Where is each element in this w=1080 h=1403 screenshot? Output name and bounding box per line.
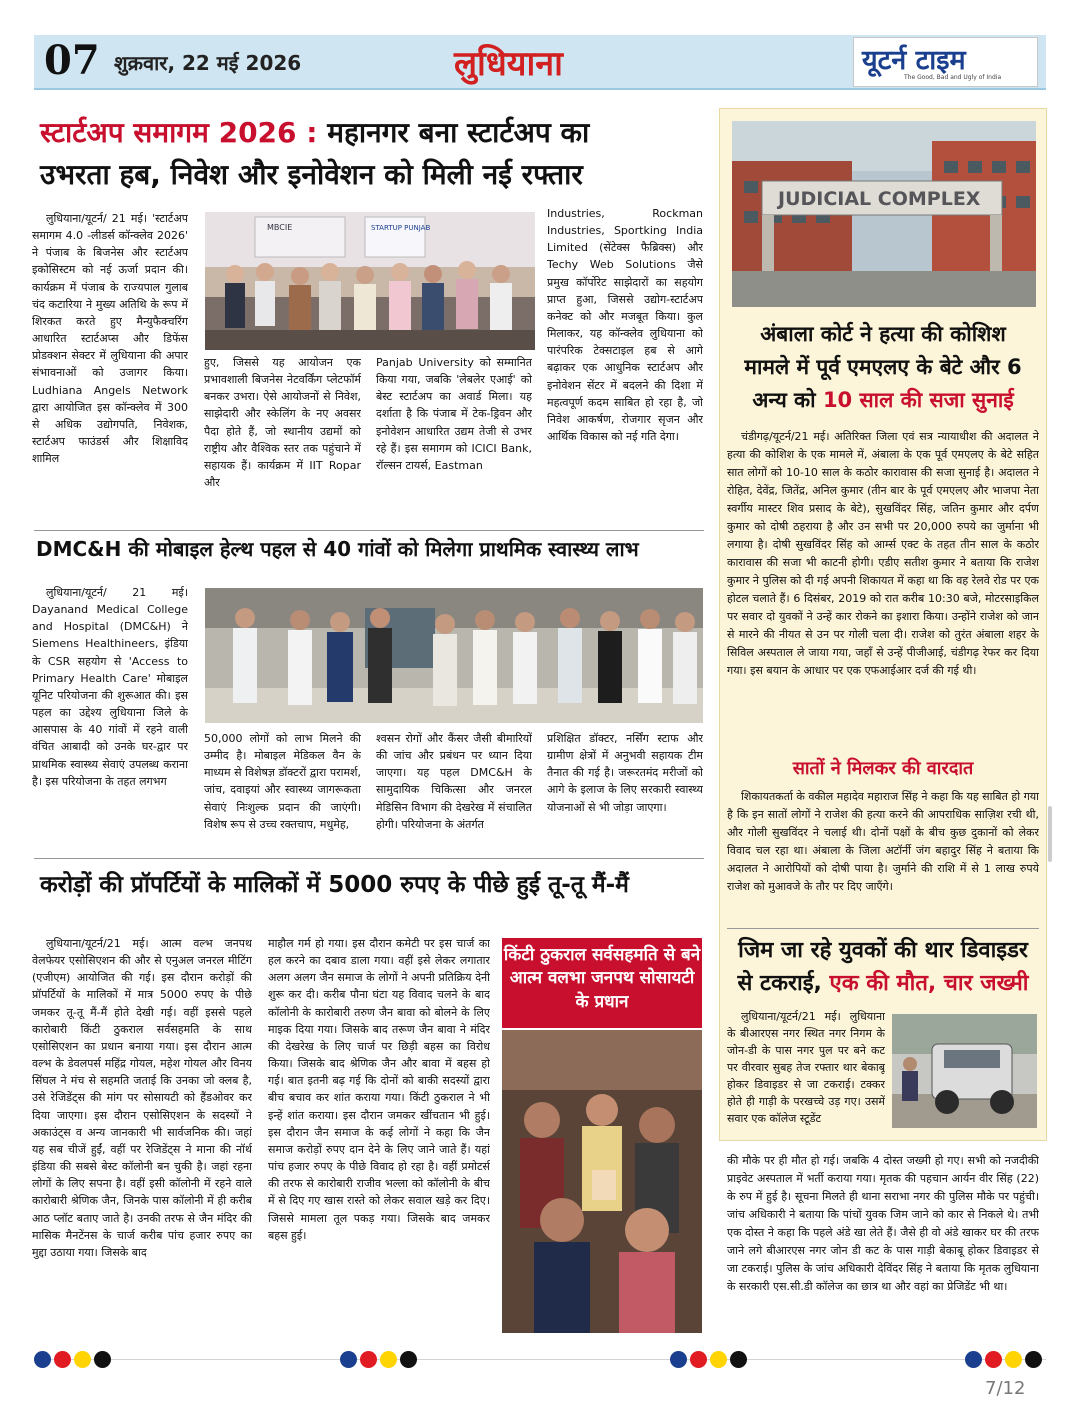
black-dot bbox=[730, 1351, 747, 1368]
story3-col2 bbox=[268, 935, 490, 1333]
sidebar-story1-body2 bbox=[727, 788, 1039, 926]
black-dot bbox=[400, 1351, 417, 1368]
story3-col1-text: लुधियाना/यूटर्न/21 मई। आत्म वल्भ जनपथ वेलफेयर एसोसिएशन की और से एनुअल जनरल मीटिंग (एजीएम) आयोजित की गई। इस दौरान करोड़ों की प्रॉपर्टियों के मालिकों में मात्र 5000 रुपए के पीछे जमकर तू-तू मैं-मैं होते देखी गई। वहीं इससे पहले कारोबारी किंटी ठुकराल सर्वसहमति के साथ एसोसिएशन का प्रधान बनाया गया। इस दौरान आत्म वल्भ के डेवलपर्स महिंद्र गोयल, महेश गोयल और विनय सिंघल ने मंच से सहमति जताई कि उनका जो क्लब है, उसे रेजिडेंट्स की मांग पर सोसायटी को हैंडओवर कर दिया जाएगा। इस दौरान एसोसिएशन के सदस्यों ने अकाउंट्स व अन्य जानकारी भी सार्वजनिक की। जहां यह सब चीजें हुईं, वहीं पर रेजिडेंट्स ने माना की नॉर्थ इंडिया की सबसे बेस्ट कॉलोनी बन चुकी है। जहां रहना लोगों के लिए सपना है। वहीं इसी कॉलोनी में रहने वाले कारोबारी श्रेणिक जैन, जिनके पास कॉलोनी में ही करीब आठ प्लॉट बताए जाते है। उनकी तरफ से जैन मंदिर की मासिक मैनटेंनस के चार्ज करीब पांच हजार रुपए का मुद्दा उठाया गया। जिसके बाद bbox=[32, 937, 252, 1259]
story2-col2-text: 50,000 लोगों को लाभ मिलने की उम्मीद है। मोबाइल मेडिकल वैन के माध्यम से विशेषज्ञ डॉक्टरों द्वारा परामर्श, जांच, दवाइयां और स्वास्थ्य जागरूकता सेवाएं निःशुल्क प्रदान की जाएंगी। विशेष रूप से उच्च रक्तचाप, मधुमेह, bbox=[204, 732, 361, 831]
yellow-dot bbox=[380, 1351, 397, 1368]
story3-callout: किंटी ठुकराल सर्वसहमति से बने आत्म वलभा जनपथ सोसायटी के प्रधान bbox=[502, 938, 702, 1028]
story2-col1 bbox=[32, 584, 188, 842]
page-number: 07 bbox=[44, 37, 100, 84]
story1-headline-line2: उभरता हब, निवेश और इनोवेशन को मिली नई रफ्तार bbox=[40, 158, 583, 191]
sidebar-story2-body-top bbox=[727, 1008, 885, 1152]
story2-col3 bbox=[376, 730, 532, 842]
blue-dot bbox=[670, 1351, 687, 1368]
brand-name: यूटर्न टाइम bbox=[862, 45, 966, 76]
page-date: शुक्रवार, 22 मई 2026 bbox=[114, 51, 302, 75]
brand-tagline: The Good, Bad and Ugly of India bbox=[904, 74, 1002, 81]
sidebar-story2-body-text: की मौके पर ही मौत हो गई। जबकि 4 दोस्त जख्मी हो गए। सभी को नजदीकी प्राइवेट अस्पताल में भर्ती कराया गया। मृतक की पहचान आर्यन वीर सिंह (22) के रुप में हुई है। सूचना मिलते ही थाना सराभा नगर की पुलिस मौके पर पहुंची। जांच अधिकारी ने बताया कि पांचों युवक जिम जाने को कार से निकले थे। तभी एक दोस्त ने कहा कि पहले अंडे खा लेते हैं। जैसे ही वो अंडे खाकर घर की तरफ जाने लगे बीआरएस नगर जोन डी कट के पास गाड़ी बेकाबू होकर डिवाइडर से जा टकराई। पुलिस के जांच अधिकारी देविंदर सिंह ने बताया कि मृतक लुधियाना के सरकारी एस.सी.डी कॉलेज का छात्र था और वहां का प्रेजिडेंट भी था। bbox=[727, 1154, 1039, 1294]
story1-headline-rest: महानगर बना स्टार्टअप का bbox=[317, 116, 590, 149]
sidebar-story2-headline-line2b: एक की मौत, चार जख्मी bbox=[829, 971, 1029, 997]
sidebar-story1-headline-line3a: अन्य को bbox=[752, 388, 823, 413]
sidebar-photo bbox=[732, 121, 1036, 307]
blue-dot bbox=[340, 1351, 357, 1368]
color-dots bbox=[340, 1351, 417, 1371]
story1-col4-text: Industries, Rockman Industries, Sportking India Limited (सेंटेक्स फैब्रिक्स) और Techy Web Solutions जैसे प्रमुख कॉर्पोरेट साझेदारों का सहयोग प्राप्त हुआ, जिससे उद्योग-स्टार्टअप कनेक्ट को और मजबूत किया। कुल मिलाकर, यह कॉन्क्लेव लुधियाना को पारंपरिक टेक्सटाइल हब से आगे बढ़ाकर एक आधुनिक स्टार्टअप और इनोवेशन सेंटर में बदलने की दिशा में महत्वपूर्ण कदम साबित हो रहा है, जो निवेश आकर्षण, रोजगार सृजन और आर्थिक विकास को नई गति देगा। bbox=[547, 207, 703, 444]
yellow-dot bbox=[710, 1351, 727, 1368]
sidebar-story1-headline-line3b: 10 साल की सजा सुनाई bbox=[822, 388, 1014, 413]
story1-headline-lead: स्टार्टअप समागम 2026 : bbox=[40, 116, 318, 149]
photo1-banner-left: MBCIE bbox=[267, 223, 293, 232]
story2-col4-text: प्रशिक्षित डॉक्टर, नर्सिंग स्टाफ और ग्रामीण क्षेत्रों में अनुभवी सहायक टीम तैनात की गई है। जरूरतमंद मरीजों को आगे के इलाज के लिए सरकारी स्वास्थ्य योजनाओं से भी जोड़ा जाएगा। bbox=[547, 732, 703, 814]
story1-col2-text: हुए, जिससे यह आयोजन एक प्रभावशाली बिजनेस नेटवर्किंग प्लेटफॉर्म बनकर उभरा। ऐसे आयोजनों से निवेश, साझेदारी और स्केलिंग के नए अवसर पैदा होते हैं, जो स्थानीय उद्यमों को राष्ट्रीय और वैश्विक स्तर तक पहुंचाने में सहायक हैं। कार्यक्रम में IIT Ropar और bbox=[204, 356, 361, 490]
story2-col3-text: श्वसन रोगों और कैंसर जैसी बीमारियों की जांच और प्रबंधन पर ध्यान दिया जाएगा। यह पहल DMC&H के सामुदायिक चिकित्सा और जनरल मेडिसिन विभाग की देखरेख में संचालित होगी। परियोजना के अंतर्गत bbox=[376, 732, 532, 831]
red-dot bbox=[360, 1351, 377, 1368]
divider bbox=[34, 858, 704, 859]
sidebar-story2-headline-line1: जिम जा रहे युवकों की थार डिवाइडर bbox=[738, 938, 1028, 963]
divider bbox=[34, 530, 704, 531]
blue-dot bbox=[34, 1351, 51, 1368]
story3-photo bbox=[502, 1030, 702, 1333]
scrollbar-thumb[interactable] bbox=[1048, 806, 1052, 862]
story3-col2-text: माहौल गर्म हो गया। इस दौरान कमेटी पर इस चार्ज का हल करने का दबाव डाला गया। वहीं इसे लेकर लगातार अलग अलग जैन समाज के लोगों ने अपनी प्रतिक्रिय देनी शुरू कर दी। करीब पौना घंटा यह विवाद चलने के बाद कॉलोनी के कारोबारी तरुण जैन बावा को बोलने के लिए माइक दिया गया। जिसके बाद तरूण जैन बावा ने मंदिर की देखरेख के लिए चार्ज पर छिड़ी बहस का विरोध किया। जिसके बाद श्रेणिक जैन और बावा में बहस हो गई। बात इतनी बढ़ गई कि दोनों को बाकी सदस्यों द्वारा बीच बचाव कर शांत कराया गया। किंटी ठुकराल ने भी इन्हें शांत कराया। इस दौरान जमकर खींचतान भी हुई। इस दौरान जैन समाज के कई लोगों ने कहा कि जैन समाज करोड़ों रुपए दान देने के लिए जाने जाते हैं। यहां पांच हजार रुपए के पीछे विवाद हो रहा है। वहीं प्रमोटर्स की तरफ से कारोबारी राजीव भल्ला को कॉलोनी के बीच में से दिए गए खास रास्ते को लेकर सवाल खड़े कर दिए। जिससे मामला तूल पकड़ गया। जिसके बाद जमकर बहस हुई। bbox=[268, 937, 490, 1242]
sidebar-story1-headline-line2: मामले में पूर्व एमएलए के बेटे और 6 bbox=[744, 355, 1022, 380]
story1-col3-text: Panjab University को सम्मानित किया गया, जबकि 'लेबलेर एआई' को बेस्ट स्टार्टअप का अवार्ड मिला। यह दर्शाता है कि पंजाब में टेक-ड्रिवन और इनोवेशन आधारित उद्यम तेजी से उभर रहे हैं। इस समागम को ICICI Bank, रॉल्सन टायर्स, Eastman bbox=[376, 356, 532, 472]
divider bbox=[727, 928, 1039, 929]
sidebar-story1-subhead: सातों ने मिलकर की वारदात bbox=[792, 758, 974, 779]
story2-photo bbox=[205, 588, 703, 723]
sidebar-story1-body-text: चंडीगढ़/यूटर्न/21 मई। अतिरिक्त जिला एवं सत्र न्यायाधीश की अदालत ने हत्या की कोशिश के एक मामले में, अंबाला के एक पूर्व एमएलए के बेटे सहित सात लोगों को 10-10 साल के कठोर कारावास की सजा सुनाई है। अदालत ने रोहित, देवेंद्र, जितेंद्र, अनिल कुमार (तीन बार के पूर्व एमएलए और भाजपा नेता स्वर्गीय मास्टर शिव प्रसाद के बेटे), सुखविंदर सिंह, जतिन कुमार और दर्पण कुमार को दोषी ठहराया है और उन सभी पर 20,000 रुपये का जुर्माना भी लगाया है। दोषी सुखविंदर सिंह को आर्म्स एक्ट के तहत तीन साल के कठोर कारावास की सजा भी काटनी होगी। एडीए सतीश कुमार ने बताया कि राजेश कुमार ने पुलिस को दी गई अपनी शिकायत में कहा था कि वह रेलवे रोड पर एक होटल चलाते हैं। 6 दिसंबर, 2019 को रात करीब 10:30 बजे, मोटरसाइकिल पर सवार दो युवकों ने उन्हें कार रोकने का इशारा किया। उन्होंने राजेश को जान से मारने की नीयत से उन पर गोली चला दी। राजेश को तुरंत अंबाला शहर के सिविल अस्पताल ले जाया गया, जहाँ से उन्हें पीजीआई, चंडीगढ़ रेफर कर दिया गया। इस बयान के आधार पर एक एफआईआर दर्ज की गई थी। bbox=[727, 430, 1039, 678]
red-dot bbox=[985, 1351, 1002, 1368]
page-indicator: 7/12 bbox=[985, 1378, 1026, 1399]
footer-line bbox=[34, 1359, 1046, 1360]
story3-col1 bbox=[32, 935, 252, 1333]
story1-col1-text: लुधियाना/यूटर्न/ 21 मई। 'स्टार्टअप समागम 4.0 -लीडर्स कॉन्क्लेव 2026' ने पंजाब के बिजनेस और स्टार्टअप इकोसिस्टम को नई ऊर्जा प्रदान की। कार्यक्रम में पंजाब के राज्यपाल गुलाब चंद कटारिया ने मुख्य अतिथि के रूप में शिरकत करते हुए मैन्युफैक्चरिंग आधारित स्टार्टअप्स और डिफेंस प्रोडक्शन सेक्टर में लुधियाना की अपार संभावनाओं को उजागर किया। Ludhiana Angels Network द्वारा आयोजित इस कॉन्क्लेव में 300 से अधिक उद्योगपति, निवेशक, स्टार्टअप फाउंडर्स और शिक्षाविद शामिल bbox=[32, 212, 188, 466]
blue-dot bbox=[965, 1351, 982, 1368]
yellow-dot bbox=[74, 1351, 91, 1368]
story1-col3 bbox=[376, 354, 532, 518]
sidebar-story2-body-top-text: लुधियाना/यूटर्न/21 मई। लुधियाना के बीआरएस नगर स्थित नगर निगम के जोन-डी के पास नगर पुल पर बने कट पर वीरवार सुबह तेज रफ्तार थार बेकाबू होकर डिवाइडर से जा टकराई। टक्कर होते ही गाड़ी के परखच्चे उड़ गए। उसमें सवार एक कॉलेज स्टूडेंट bbox=[727, 1010, 885, 1126]
color-dots bbox=[670, 1351, 747, 1371]
photo1-banner-right: STARTUP PUNJAB bbox=[371, 224, 431, 232]
story1-photo bbox=[205, 212, 535, 350]
story1-headline bbox=[40, 112, 710, 196]
brand-logo bbox=[853, 37, 1038, 87]
story2-col4 bbox=[547, 730, 703, 842]
red-dot bbox=[690, 1351, 707, 1368]
page-city: लुधियाना bbox=[454, 44, 563, 84]
color-dots bbox=[34, 1351, 111, 1371]
sidebar-story2-body bbox=[727, 1152, 1039, 1332]
story1-col4 bbox=[547, 205, 703, 518]
sidebar-photo-sign: JUDICIAL COMPLEX bbox=[778, 188, 981, 210]
black-dot bbox=[1025, 1351, 1042, 1368]
sidebar-story2-photo bbox=[892, 1014, 1037, 1128]
sidebar-story1-headline bbox=[725, 318, 1041, 418]
red-dot bbox=[54, 1351, 71, 1368]
sidebar-story1-headline-line1: अंबाला कोर्ट ने हत्या की कोशिश bbox=[760, 322, 1006, 346]
sidebar-story1-body2-text: शिकायतकर्ता के वकील महादेव महाराज सिंह ने कहा कि यह साबित हो गया है कि इन सातों लोगों ने राजेश की हत्या करने की आपराधिक साज़िश रची थी, और गोली सुखविंदर ने चलाई थी। दोनों पक्षों के बीच कुछ दुकानों को लेकर विवाद चल रहा था। अंबाला के जिला अटॉर्नी जंग बहादुर सिंह ने बताया कि अदालत ने आरोपियों को दोषी पाया है। जुर्माने की राशि में से 1 लाख रुपये राजेश को मुआवजे के तौर पर दिए जाएँगे। bbox=[727, 790, 1039, 894]
story1-col2 bbox=[204, 354, 361, 518]
story1-col1 bbox=[32, 210, 188, 518]
sidebar-story2-headline bbox=[725, 934, 1041, 1001]
masthead bbox=[34, 35, 1046, 90]
story2-headline: DMC&H की मोबाइल हेल्थ पहल से 40 गांवों को मिलेगा प्राथमिक स्वास्थ्य लाभ bbox=[36, 537, 639, 561]
story2-col2 bbox=[204, 730, 361, 842]
color-dots bbox=[965, 1351, 1042, 1371]
sidebar-story2-headline-line2a: से टकराई, bbox=[737, 971, 830, 997]
black-dot bbox=[94, 1351, 111, 1368]
story3-headline: करोड़ों की प्रॉपर्टियों के मालिकों में 5000 रुपए के पीछे हुई तू-तू मैं-मैं bbox=[40, 872, 629, 898]
yellow-dot bbox=[1005, 1351, 1022, 1368]
story2-col1-text: लुधियाना/यूटर्न/ 21 मई। Dayanand Medical College and Hospital (DMC&H) ने Siemens Healthineers, इंडिया के CSR सहयोग से 'Access to Primary Health Care' मोबाइल यूनिट परियोजना की शुरूआत की। इस पहल का उद्देश्य लुधियाना जिले के आसपास के 40 गांवों में रहने वाली वंचित आबादी को उनके घर-द्वार पर प्राथमिक स्वास्थ्य सेवाएं उपलब्ध कराना है। इस परियोजना के तहत लगभग bbox=[32, 586, 188, 788]
sidebar-story1-body bbox=[727, 428, 1039, 752]
